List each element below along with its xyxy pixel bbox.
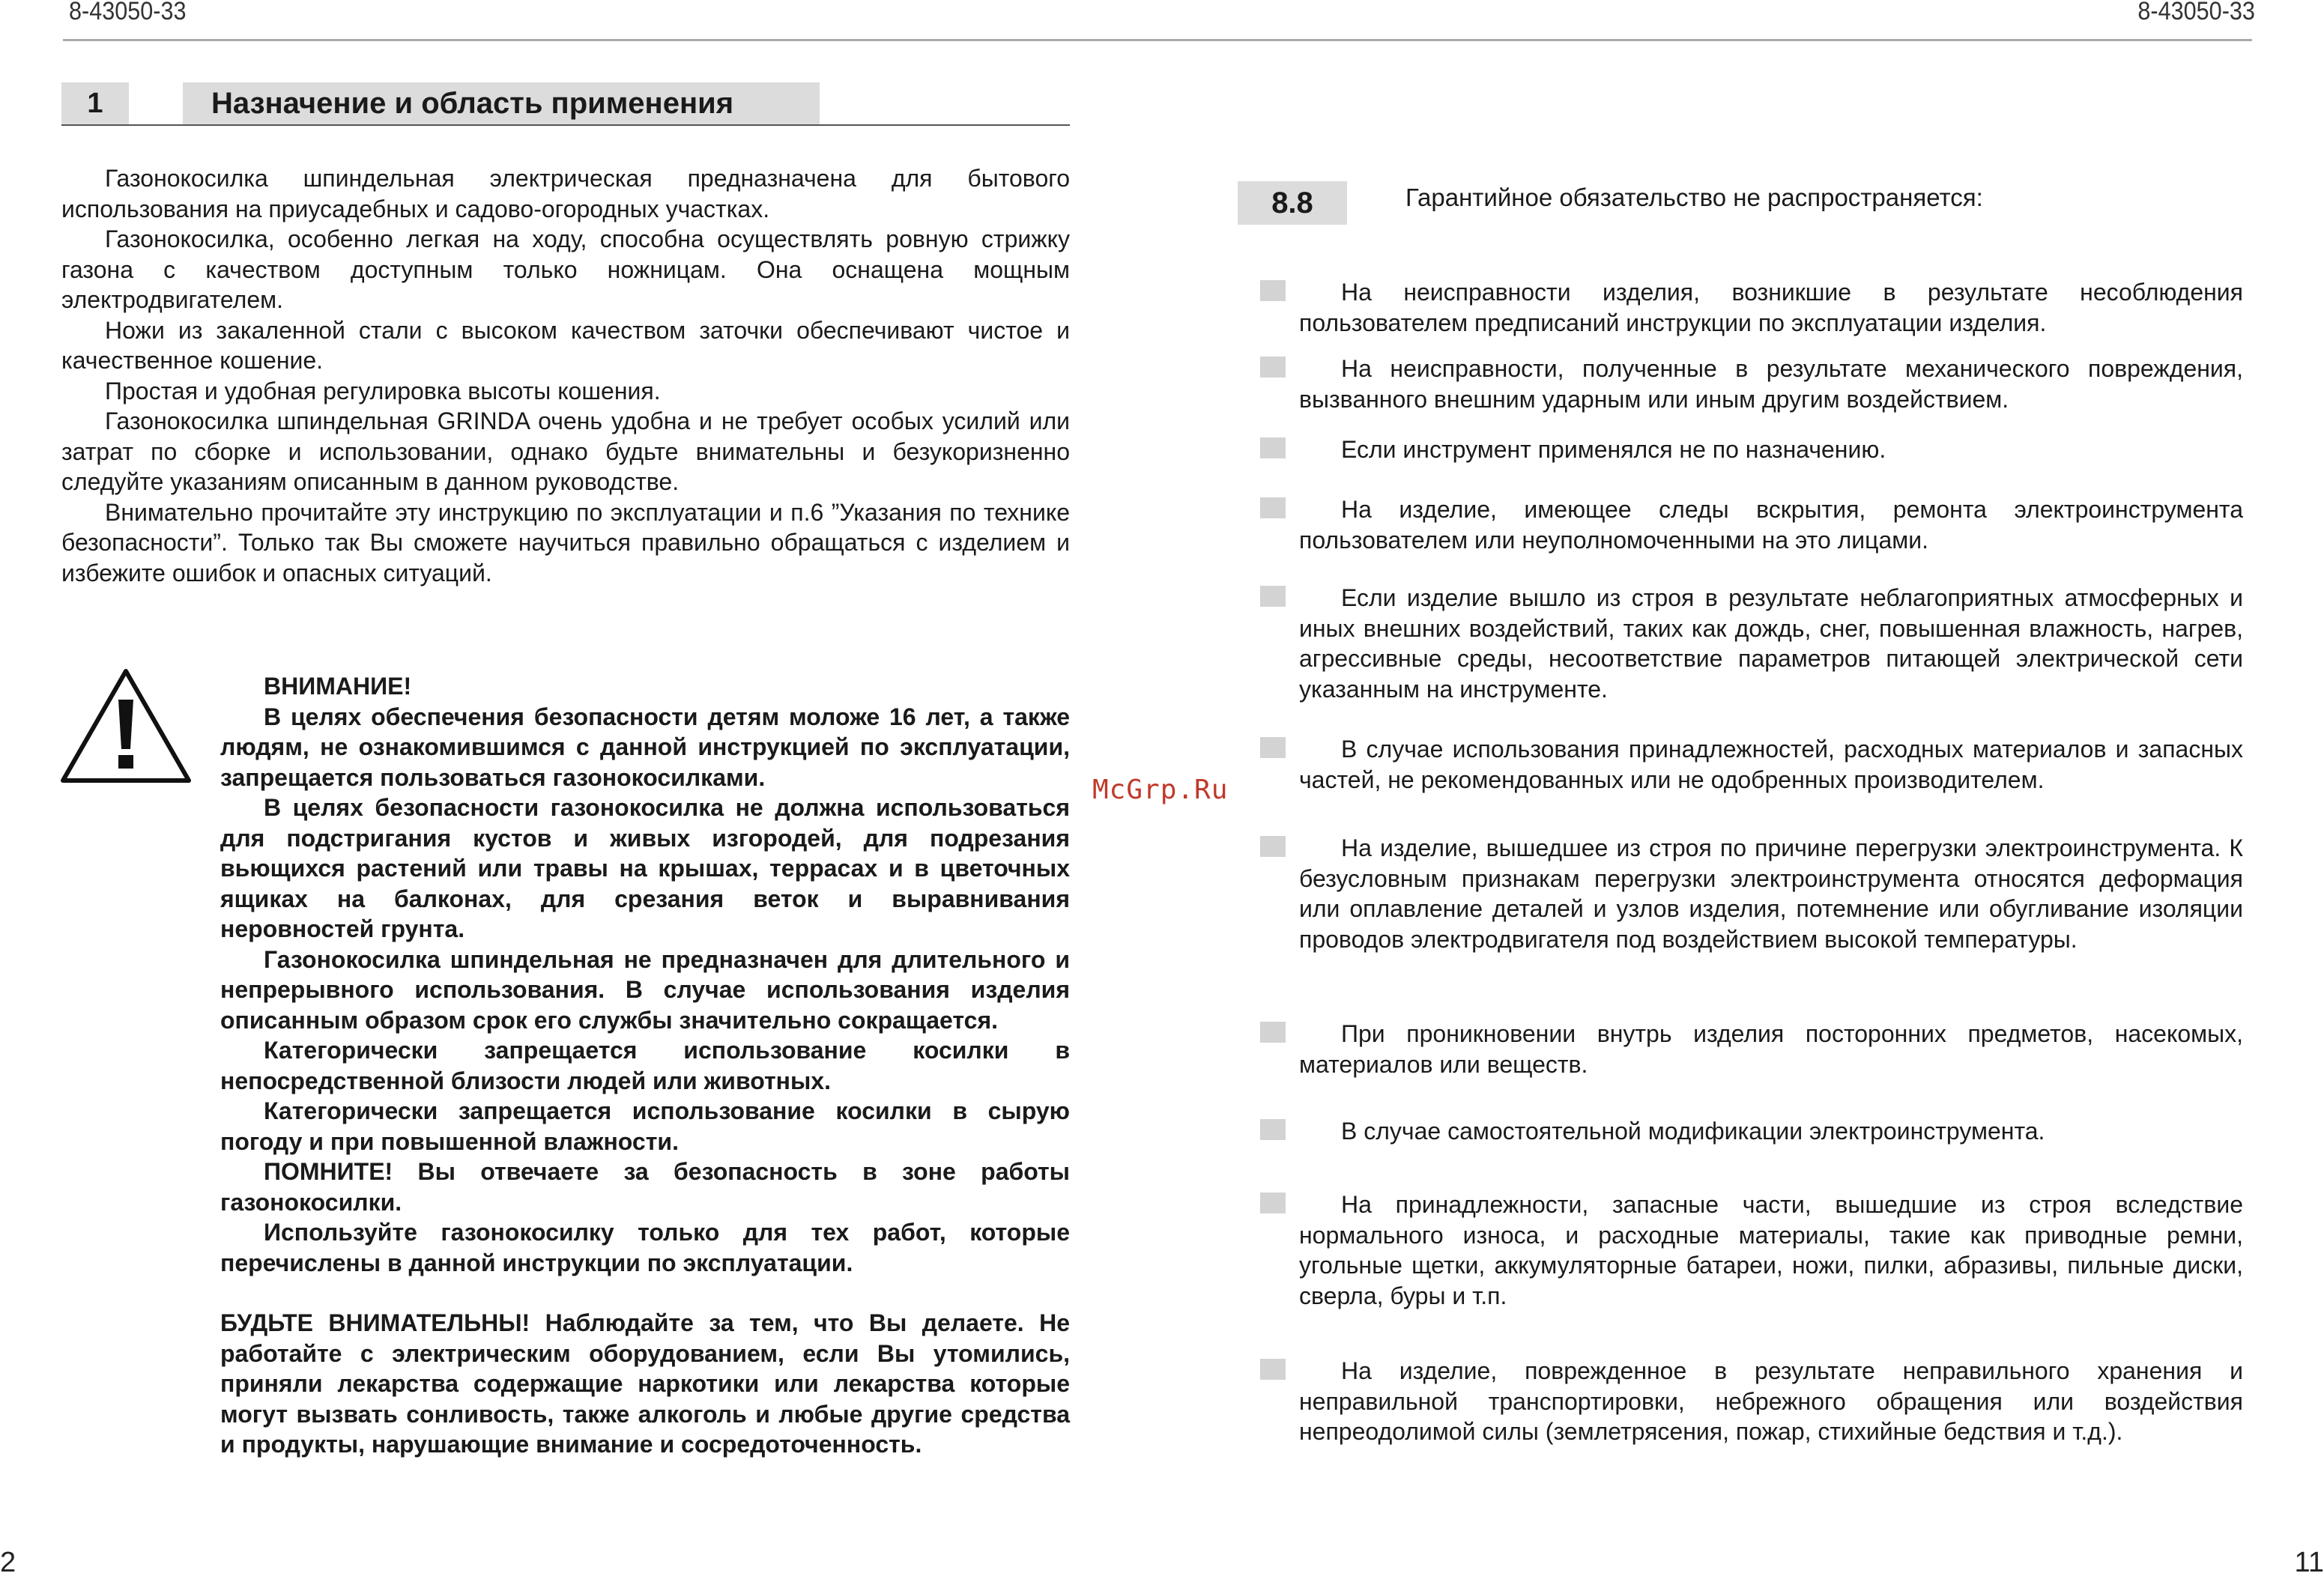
warranty-item [1260,1356,2243,1447]
warning-paragraph: ПОМНИТЕ! Вы отвечаете за безопасность в зоне работы газонокосилки. [220,1158,1070,1216]
bullet-square-icon [1260,836,1286,857]
intro-text [61,163,1070,588]
bullet-square-icon [1260,1192,1286,1213]
intro-paragraph: Газонокосилка шпиндельная электрическая предназначена для бытового использования на приусадебных и садово-огородных участках. [61,165,1070,222]
warranty-item [1260,1116,2243,1147]
warning-triangle-icon [58,665,193,787]
document-code-left: 8-43050-33 [69,0,187,25]
warranty-item [1260,354,2243,414]
bullet-square-icon [1260,1119,1286,1140]
warranty-item [1260,1019,2243,1079]
section-number: 1 [61,82,129,124]
warranty-item-text: Если инструмент применялся не по назначению. [1341,436,1886,463]
bullet-square-icon [1260,586,1286,607]
warning-paragraph: Газонокосилка шпиндельная не предназначен для длительного и непрерывного использования. В случае использования изделия описанным образом срок его службы значительно сокращается. [220,945,1070,1034]
intro-paragraph: Внимательно прочитайте эту инструкцию по эксплуатации и п.6 ”Указания по технике безопасности”. Только так Вы сможете научиться правильно обращаться с изделием и избежите ошибок и опасных ситуаций. [61,498,1070,587]
intro-paragraph: Газонокосилка шпиндельная GRINDA очень удобна и не требует особых усилий или затрат по сборке и использовании, однако будьте внимательны и безукоризненно следуйте указаниям описанным в данном руководстве. [61,407,1070,495]
warranty-item-text: Если изделие вышло из строя в результате неблагоприятных атмосферных и иных внешних воздействий, таких как дождь, снег, повышенная влажность, нагрев, агрессивные среды, несоответствие параметров питающей электрической сети указанным на инструменте. [1299,584,2243,703]
warning-paragraph: В целях обеспечения безопасности детям моложе 16 лет, а также людям, не ознакомившимся с данной инструкцией по эксплуатации, запрещается пользоваться газонокосилками. [220,703,1070,791]
bullet-square-icon [1260,437,1286,458]
warranty-item [1260,833,2243,954]
bullet-square-icon [1260,1022,1286,1043]
warning-paragraph: Используйте газонокосилку только для тех работ, которые перечислены в данной инструкции по эксплуатации. [220,1219,1070,1276]
warranty-item-text: На неисправности, полученные в результате механического повреждения, вызванного внешним ударным или иным другим воздействием. [1299,355,2243,413]
warranty-item [1260,434,2243,465]
warranty-item [1260,494,2243,555]
warranty-item-text: На изделие, поврежденное в результате неправильного хранения и неправильной транспортировки, небрежного обращения или воздействия непреодолимой силы (землетрясения, пожар, стихийные бедствия и т.д.). [1299,1357,2243,1445]
warning-heading: ВНИМАНИЕ! [264,673,412,700]
subsection-title: Гарантийное обязательство не распространяется: [1405,184,1983,211]
bullet-square-icon [1260,497,1286,518]
warning-final: БУДЬТЕ ВНИМАТЕЛЬНЫ! Наблюдайте за тем, что Вы делаете. Не работайте с электрическим оборудованием, если Вы утомились, приняли лекарства содержащие наркотики или лекарства которые могут вызвать сонливость, также алкоголь и любые другие средства и продукты, нарушающие внимание и сосредоточенность. [220,1309,1070,1458]
warranty-item [1260,277,2243,338]
page-number-right: 11 [2294,1547,2324,1578]
document-code-right: 8-43050-33 [2137,0,2255,25]
intro-paragraph: Простая и удобная регулировка высоты кошения. [105,377,661,404]
warranty-item-text: На изделие, имеющее следы вскрытия, ремонта электроинструмента пользователем или неуполномоченными на это лицами. [1299,496,2243,554]
section-rule [61,124,1070,126]
warranty-item [1260,734,2243,795]
warranty-item [1260,583,2243,704]
intro-paragraph: Газонокосилка, особенно легкая на ходу, способна осуществлять ровную стрижку газона с качеством доступным только ножницам. Она оснащена мощным электродвигателем. [61,225,1070,313]
warning-block [220,671,1070,1460]
header-rule [63,39,2252,41]
warning-paragraph: Категорически запрещается использование косилки в сырую погоду и при повышенной влажности. [220,1097,1070,1155]
bullet-square-icon [1260,280,1286,301]
warranty-item [1260,1189,2243,1311]
warranty-item-text: На изделие, вышедшее из строя по причине перегрузки электроинструмента. К безусловным признакам перегрузки электроинструмента относятся деформация или оплавление деталей и узлов изделия, потемнение или обугливание изоляции проводов электродвигателя под воздействием высокой температуры. [1299,834,2243,953]
bullet-square-icon [1260,737,1286,758]
warranty-item-text: В случае самостоятельной модификации электроинструмента. [1341,1118,2045,1145]
intro-paragraph: Ножи из закаленной стали с высоком качеством заточки обеспечивают чистое и качественное кошение. [61,316,1070,374]
warning-paragraph: В целях безопасности газонокосилка не должна использоваться для подстригания кустов и живых изгородей, для подрезания вьющихся растений или травы на крышах, террасах и в цветочных ящиках на балконах, для срезания веток и выравнивания неровностей грунта. [220,794,1070,942]
warranty-item-text: При проникновении внутрь изделия посторонних предметов, насекомых, материалов или веществ. [1299,1020,2243,1078]
warranty-item-text: В случае использования принадлежностей, расходных материалов и запасных частей, не рекомендованных или не одобренных производителем. [1299,736,2243,793]
warning-paragraph: Категорически запрещается использование косилки в непосредственной близости людей или животных. [220,1037,1070,1094]
subsection-number: 8.8 [1238,181,1347,225]
section-title: Назначение и область применения [183,82,820,124]
warranty-item-text: На неисправности изделия, возникшие в результате несоблюдения пользователем предписаний инструкции по эксплуатации изделия. [1299,279,2243,336]
warranty-item-text: На принадлежности, запасные части, вышедшие из строя вследствие нормального износа, и расходные материалы, такие как приводные ремни, угольные щетки, аккумуляторные батареи, ножи, пилки, абразивы, пильные диски, сверла, буры и т.п. [1299,1191,2243,1309]
bullet-square-icon [1260,1359,1286,1380]
bullet-square-icon [1260,357,1286,378]
page-number-left: 2 [0,1547,16,1578]
watermark: McGrp.Ru [1092,775,1229,805]
